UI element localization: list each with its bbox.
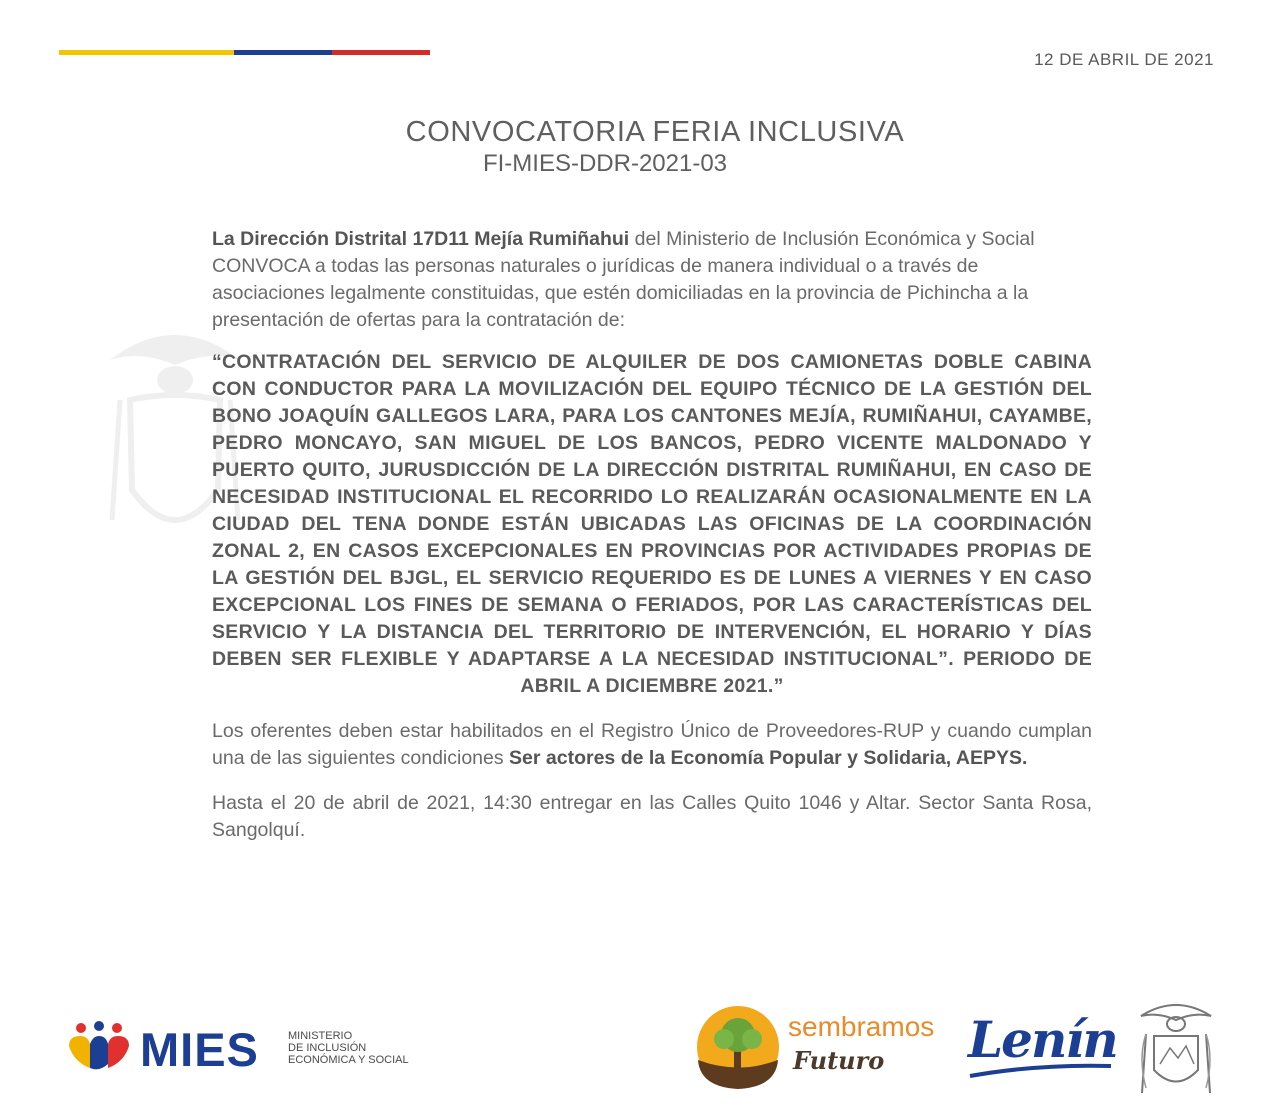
- mies-line-2: DE INCLUSIÓN: [288, 1042, 367, 1054]
- mies-acronym: MIES: [140, 1023, 259, 1076]
- document-body: [212, 226, 1092, 844]
- lenin-logo: [968, 1010, 1117, 1080]
- deadline-paragraph: Hasta el 20 de abril de 2021, 14:30 entregar en las Calles Quito 1046 y Altar. Sector Santa Rosa, Sangolquí.: [212, 792, 1092, 841]
- flag-color-bar: [59, 50, 430, 55]
- document-code: FI-MIES-DDR-2021-03: [482, 150, 728, 177]
- lenin-signature: Lenín: [968, 1010, 1117, 1069]
- requirements-paragraph: [212, 718, 1092, 772]
- flag-yellow: [59, 50, 234, 55]
- intro-text: del Ministerio de Inclusión Económica y Social CONVOCA a todas las personas naturales o jurídicas de manera individual o a través de asociaciones legalmente constituidas, que estén domiciliadas en la provincia de Pichincha a la presentación de ofertas para la contratación de:: [212, 228, 1035, 331]
- sembramos-word: sembramos: [788, 1011, 935, 1042]
- district-name: La Dirección Distrital 17D11 Mejía Rumiñahui: [212, 228, 630, 250]
- intro-paragraph: [212, 226, 1092, 334]
- flag-blue: [234, 50, 332, 55]
- lenin-underline-icon: [968, 1062, 1113, 1082]
- document-title: CONVOCATORIA FERIA INCLUSIVA: [405, 116, 905, 148]
- futuro-word: Futuro: [793, 1046, 885, 1075]
- requirements-condition: Ser actores de la Economía Popular y Solidaria, AEPYS.: [509, 747, 1028, 769]
- mies-line-3: ECONÓMICA Y SOCIAL: [288, 1054, 409, 1066]
- mies-logo: [66, 1020, 426, 1075]
- mies-line-1: MINISTERIO: [288, 1030, 353, 1042]
- document-date: 12 DE ABRIL DE 2021: [1034, 50, 1214, 69]
- mies-hearts-icon: [66, 1020, 132, 1075]
- sembramos-futuro-logo: [696, 1005, 946, 1090]
- flag-red: [332, 50, 430, 55]
- ecuador-coat-of-arms-icon: [1136, 998, 1216, 1098]
- tree-icon: [696, 1005, 781, 1090]
- contract-description: “CONTRATACIÓN DEL SERVICIO DE ALQUILER DE DOS CAMIONETAS DOBLE CABINA CON CONDUCTOR PARA LA MOVILIZACIÓN DEL EQUIPO TÉCNICO DE LA GESTIÓN DEL BONO JOAQUÍN GALLEGOS LARA, PARA LOS CANTONES MEJÍA, RUMIÑAHUI, CAYAMBE, PEDRO MONCAYO, SAN MIGUEL DE LOS BANCOS, PEDRO VICENTE MALDONADO Y PUERTO QUITO, JURUSDICCIÓN DE LA DIRECCIÓN DISTRITAL RUMIÑAHUI, EN CASO DE NECESIDAD INSTITUCIONAL EL RECORRIDO LO REALIZARÁN OCASIONALMENTE EN LA CIUDAD DEL TENA DONDE ESTÁN UBICADAS LAS OFICINAS DE LA COORDINACIÓN ZONAL 2, EN CASOS EXCEPCIONALES EN PROVINCIAS POR ACTIVIDADES PROPIAS DE LA GESTIÓN DEL BJGL, EL SERVICIO REQUERIDO ES DE LUNES A VIERNES Y EN CASO EXCEPCIONAL LOS FINES DE SEMANA O FERIADOS, POR LAS CARACTERÍSTICAS DEL SERVICIO Y LA DISTANCIA DEL TERRITORIO DE INTERVENCIÓN, EL HORARIO Y DÍAS DEBEN SER FLEXIBLE Y ADAPTARSE A LA NECESIDAD INSTITUCIONAL”. PERIODO DE ABRIL A DICIEMBRE 2021.”: [212, 351, 1092, 697]
- mies-full-name: [288, 1030, 409, 1066]
- requirements-text: Los oferentes deben estar habilitados en el Registro Único de Proveedores-RUP y cuando cumplan una de las siguientes condiciones: [212, 720, 1092, 769]
